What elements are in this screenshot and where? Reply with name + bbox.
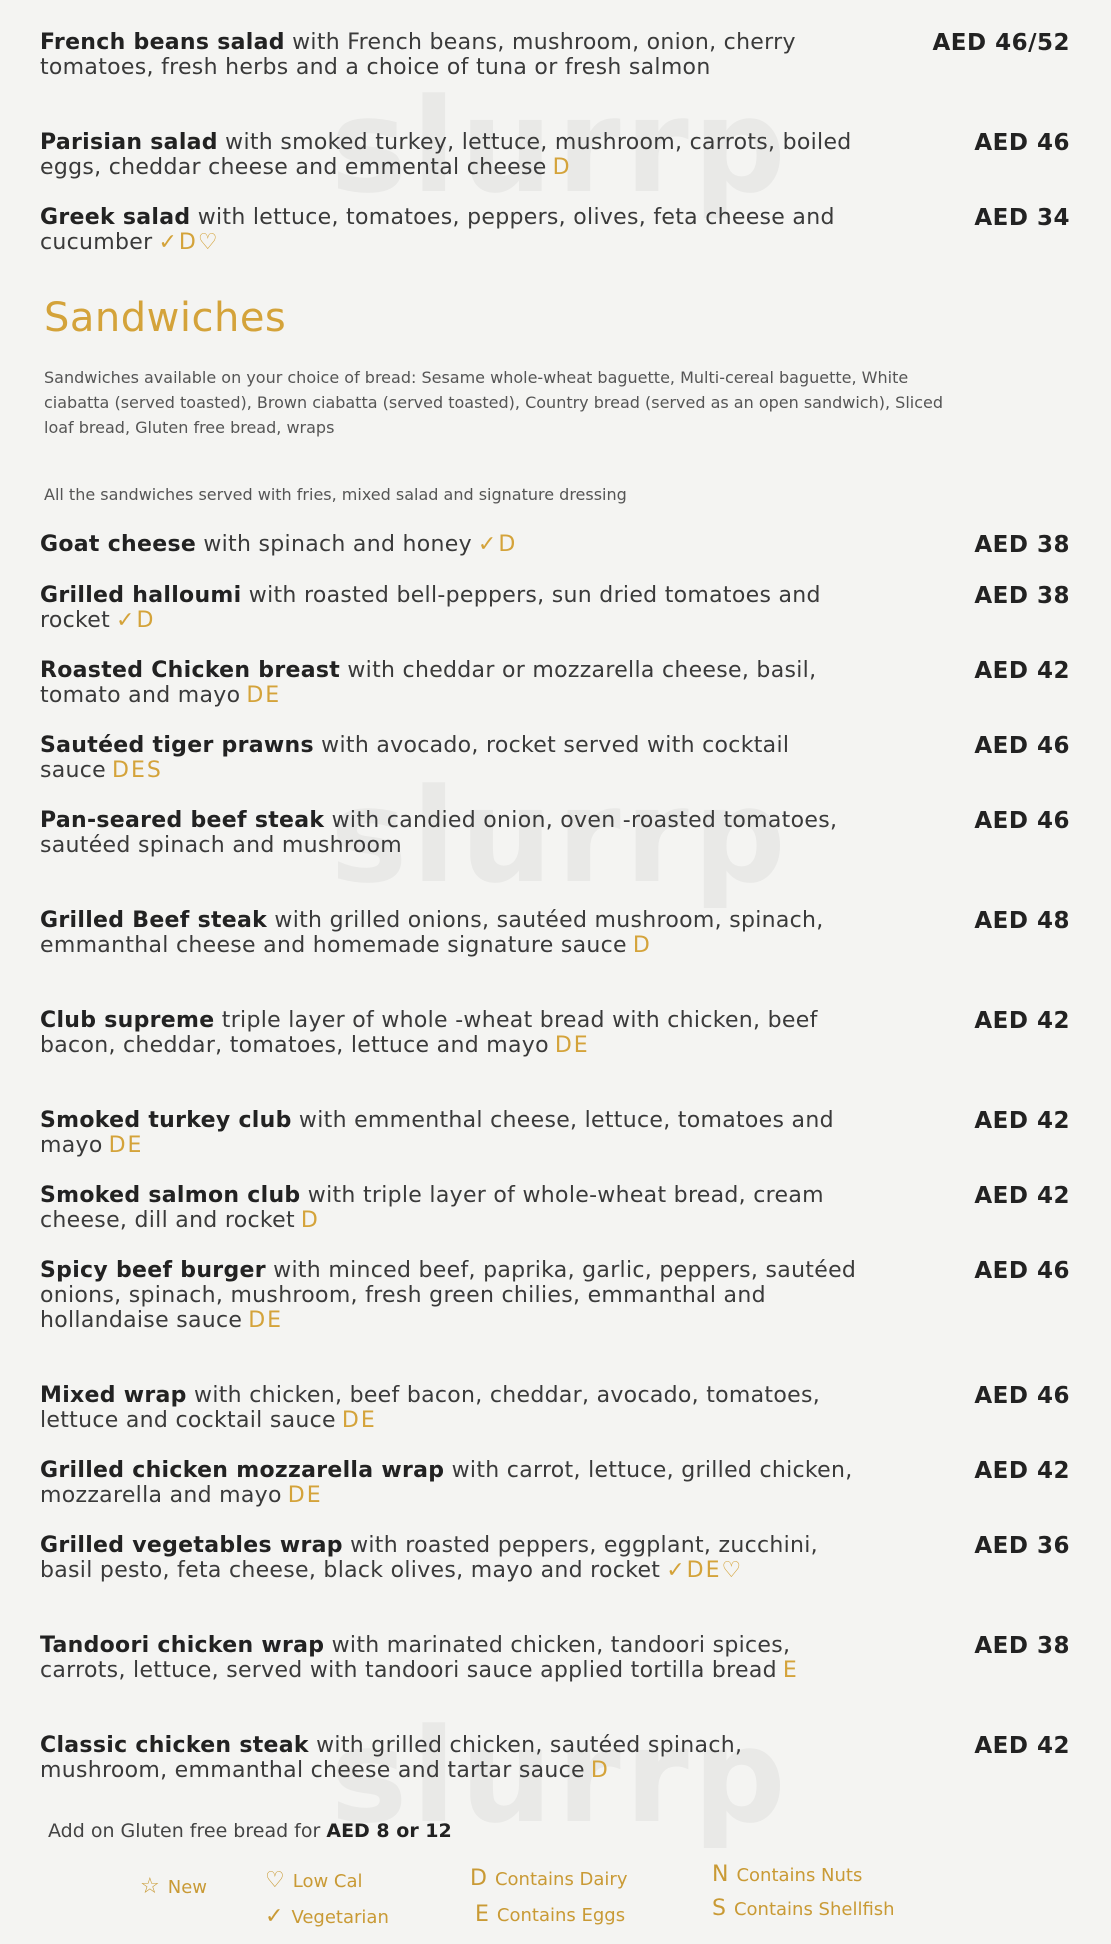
bread-choice-note: Sandwiches available on your choice of bread: Sesame whole-wheat baguette, Multi-cereal baguette, White ciabatta (served toasted), Brown ciabatta (served toasted), Country bread (served as an open sandwich), Sliced loaf bread, Gluten free bread, wraps (44, 368, 943, 437)
dietary-icons: ✓D♡ (158, 230, 220, 255)
dietary-icons: DES (112, 758, 163, 783)
menu-item-description: Sautéed tiger prawns with avocado, rocket served with cocktail sauce DES (40, 733, 790, 783)
menu-item-price: AED 46 (974, 1383, 1070, 1409)
menu-item-description: Grilled vegetables wrap with roasted peppers, eggplant, zucchini, basil pesto, feta cheese, black olives, mayo and rocket ✓DE♡ (40, 1533, 818, 1583)
dietary-icons: D (590, 1758, 610, 1783)
menu-item-description: Grilled halloumi with roasted bell-peppers, sun dried tomatoes and rocket ✓D (40, 583, 821, 633)
dietary-icons: DE (248, 1308, 284, 1333)
dietary-legend (140, 1862, 1020, 1940)
menu-item-name: Grilled chicken mozzarella wrap (40, 1458, 445, 1483)
menu-item-name: Spicy beef burger (40, 1258, 266, 1283)
menu-item-price: AED 38 (974, 583, 1070, 609)
legend-shellfish: S Contains Shellfish (712, 1896, 895, 1921)
menu-item-price: AED 38 (974, 1633, 1070, 1659)
menu-item-description: Spicy beef burger with minced beef, paprika, garlic, peppers, sautéed onions, spinach, mushroom, fresh green chilies, emmanthal and hollandaise sauce DE (40, 1258, 857, 1333)
menu-item-description: Parisian salad with smoked turkey, lettuce, mushroom, carrots, boiled eggs, cheddar cheese and emmental cheese D (40, 130, 852, 180)
menu-item-description: Classic chicken steak with grilled chicken, sautéed spinach, mushroom, emmanthal cheese and tartar sauce D (40, 1733, 743, 1783)
menu-item-price: AED 42 (974, 1733, 1070, 1759)
menu-item-name: Grilled halloumi (40, 583, 242, 608)
legend-new: ☆ New (140, 1874, 207, 1899)
sides-note: All the sandwiches served with fries, mixed salad and signature dressing (44, 485, 627, 504)
heart-icon: ♡ (265, 1868, 285, 1893)
menu-item-description: Smoked turkey club with emmenthal cheese, lettuce, tomatoes and mayo DE (40, 1108, 834, 1158)
menu-item-name: Sautéed tiger prawns (40, 733, 314, 758)
menu-item-price: AED 46 (974, 130, 1070, 156)
menu-item-name: Smoked turkey club (40, 1108, 292, 1133)
menu-item-price: AED 34 (974, 205, 1070, 231)
gluten-free-addon-note: Add on Gluten free bread for AED 8 or 12 (48, 1820, 452, 1842)
menu-item-price: AED 46/52 (932, 30, 1070, 56)
dietary-icons: DE (341, 1408, 377, 1433)
menu-item-description: Pan-seared beef steak with candied onion, oven -roasted tomatoes, sautéed spinach and mushroom (40, 808, 838, 858)
menu-item-price: AED 38 (974, 532, 1070, 558)
dietary-icons: DE (246, 683, 282, 708)
legend-dairy: D Contains Dairy (470, 1866, 628, 1891)
dietary-icons: D (632, 933, 652, 958)
menu-item-name: Grilled Beef steak (40, 908, 268, 933)
legend-nuts: N Contains Nuts (712, 1862, 863, 1887)
dietary-icons: DE (287, 1483, 323, 1508)
menu-item-price: AED 46 (974, 808, 1070, 834)
dietary-icons: E (782, 1658, 799, 1683)
menu-item-price: AED 46 (974, 1258, 1070, 1284)
star-icon: ☆ (140, 1874, 160, 1899)
shellfish-icon: S (712, 1896, 726, 1921)
dietary-icons: DE (108, 1133, 144, 1158)
menu-item-description: Club supreme triple layer of whole -wheat bread with chicken, beef bacon, cheddar, tomatoes, lettuce and mayo DE (40, 1008, 818, 1058)
eggs-icon: E (475, 1902, 489, 1927)
menu-item-name: Classic chicken steak (40, 1733, 309, 1758)
section-title: Sandwiches (44, 295, 287, 341)
dietary-icons: ✓D (116, 608, 156, 633)
menu-item-price: AED 42 (974, 1183, 1070, 1209)
legend-vegetarian: ✓ Vegetarian (265, 1904, 389, 1929)
menu-item-price: AED 42 (974, 1108, 1070, 1134)
dietary-icons: DE (554, 1033, 590, 1058)
menu-item-description: Greek salad with lettuce, tomatoes, peppers, olives, feta cheese and cucumber ✓D♡ (40, 205, 835, 255)
dairy-icon: D (470, 1866, 487, 1891)
checkmark-icon: ✓ (265, 1904, 284, 1929)
dietary-icons: D (552, 155, 572, 180)
nuts-icon: N (712, 1862, 729, 1887)
dietary-icons: D (300, 1208, 320, 1233)
menu-item-description: Mixed wrap with chicken, beef bacon, cheddar, avocado, tomatoes, lettuce and cocktail sauce DE (40, 1383, 821, 1433)
menu-item-name: Roasted Chicken breast (40, 658, 341, 683)
menu-item-name: Tandoori chicken wrap (40, 1633, 325, 1658)
menu-item-description: Goat cheese with spinach and honey ✓D (40, 532, 518, 557)
menu-item-description: French beans salad with French beans, mushroom, onion, cherry tomatoes, fresh herbs and a choice of tuna or fresh salmon (40, 30, 796, 80)
menu-item-description: Grilled chicken mozzarella wrap with carrot, lettuce, grilled chicken, mozzarella and mayo DE (40, 1458, 853, 1508)
menu-item-name: Greek salad (40, 205, 191, 230)
menu-item-name: Grilled vegetables wrap (40, 1533, 343, 1558)
dietary-icons: ✓DE♡ (666, 1558, 744, 1583)
menu-item-description: Smoked salmon club with triple layer of whole-wheat bread, cream cheese, dill and rocket D (40, 1183, 824, 1233)
legend-eggs: E Contains Eggs (475, 1902, 626, 1927)
menu-item-price: AED 42 (974, 658, 1070, 684)
menu-item-name: Parisian salad (40, 130, 218, 155)
menu-item-price: AED 48 (974, 908, 1070, 934)
menu-item-price: AED 42 (974, 1008, 1070, 1034)
dietary-icons: ✓D (477, 532, 518, 557)
menu-item-description: Grilled Beef steak with grilled onions, sautéed mushroom, spinach, emmanthal cheese and homemade signature sauce D (40, 908, 824, 958)
menu-item-name: Pan-seared beef steak (40, 808, 325, 833)
menu-item-name: French beans salad (40, 30, 285, 55)
menu-item-name: Mixed wrap (40, 1383, 187, 1408)
menu-item-name: Goat cheese (40, 532, 197, 557)
menu-item-name: Club supreme (40, 1008, 215, 1033)
menu-item-price: AED 46 (974, 733, 1070, 759)
menu-item-description: Roasted Chicken breast with cheddar or mozzarella cheese, basil, tomato and mayo DE (40, 658, 817, 708)
addon-price: AED 8 or 12 (326, 1820, 452, 1842)
menu-item-name: Smoked salmon club (40, 1183, 301, 1208)
legend-low-cal: ♡ Low Cal (265, 1868, 363, 1893)
menu-item-description: Tandoori chicken wrap with marinated chicken, tandoori spices, carrots, lettuce, served with tandoori sauce applied tortilla bread E (40, 1633, 799, 1683)
menu-item-price: AED 36 (974, 1533, 1070, 1559)
menu-item-price: AED 42 (974, 1458, 1070, 1484)
